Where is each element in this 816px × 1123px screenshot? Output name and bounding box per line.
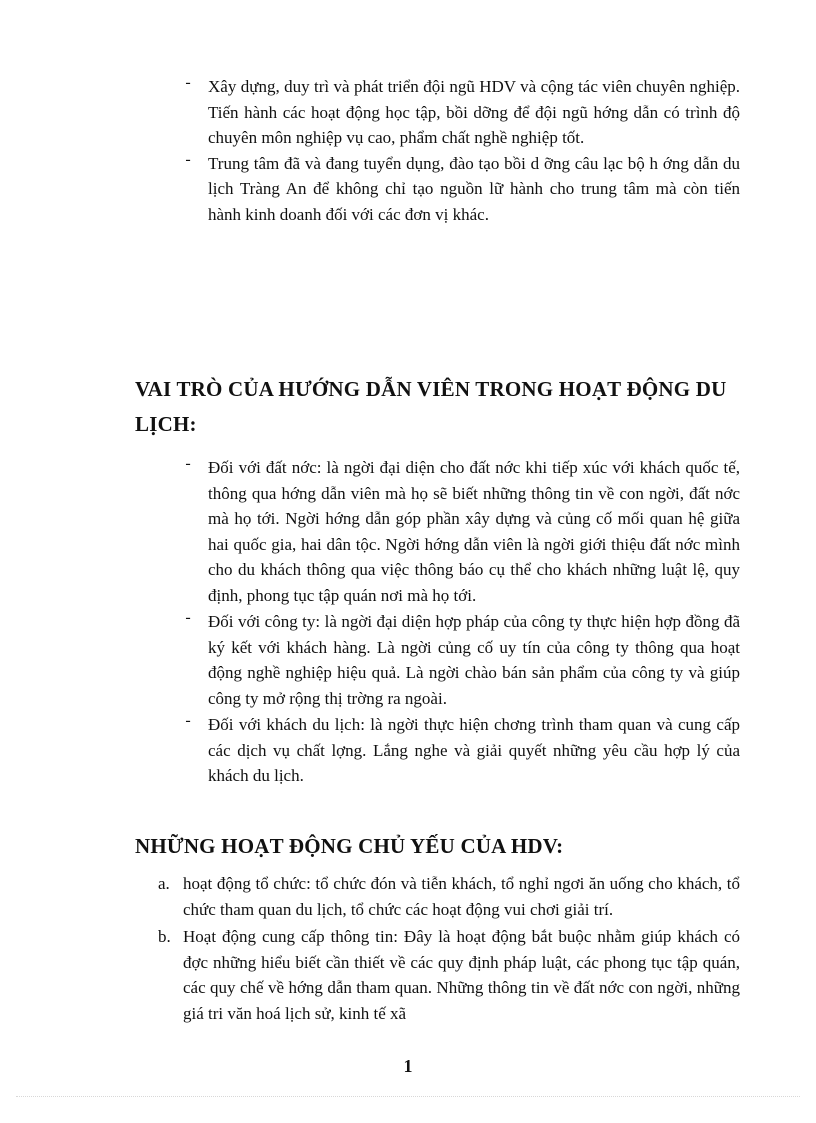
letter-marker: a. bbox=[158, 874, 170, 893]
list-item bbox=[185, 712, 740, 789]
list-item bbox=[185, 609, 740, 711]
intro-bullet-list bbox=[185, 74, 740, 227]
list-item-text: Hoạt động cung cấp thông tin: Đây là hoạt động bắt buộc nhằm giúp khách có đợc những hiểu biết cần thiết về các quy định pháp luật, các phong tục tập quán, các quy chế về hớng dẫn tham quan. Những thông tin về đất nớc con ngời, những giá tri văn hoá lịch sử, kinh tế xã bbox=[183, 927, 740, 1023]
activities-lettered-list bbox=[158, 871, 740, 1028]
list-item-text: Trung tâm đã và đang tuyển dụng, đào tạo bồi d ỡng câu lạc bộ h ớng dẫn du lịch Tràng An để không chỉ tạo nguồn lữ hành cho trung tâm mà còn tiến hành kinh doanh đối với các đơn vị khác. bbox=[208, 153, 740, 224]
list-item-text: Xây dựng, duy trì và phát triển đội ngũ HDV và cộng tác viên chuyên nghiệp. Tiến hành các hoạt động học tập, bồi dỡng để đội ngũ hớng dẫn có trình độ chuyên môn nghiệp vụ cao, phẩm chất nghề nghiệp tốt. bbox=[208, 77, 740, 147]
section-heading-role: VAI TRÒ CỦA HƯỚNG DẪN VIÊN TRONG HOẠT ĐỘNG DU LỊCH: bbox=[135, 377, 727, 436]
dash-marker: - bbox=[185, 609, 191, 626]
list-item bbox=[158, 871, 740, 922]
list-item bbox=[185, 150, 740, 228]
list-item-text: Đối với khách du lịch: là ngời thực hiện chơng trình tham quan và cung cấp các dịch vụ chất lợng. Lắng nghe và giải quyết những yêu cầu hợp lý của khách du lịch. bbox=[208, 715, 740, 785]
page-number: 1 bbox=[403, 1056, 413, 1076]
section-heading-activities: NHỮNG HOẠT ĐỘNG CHỦ YẾU CỦA HDV: bbox=[135, 834, 564, 858]
list-item-text: hoạt động tổ chức: tổ chức đón và tiễn khách, tổ nghỉ ngơi ăn uống cho khách, tổ chức tham quan du lịch, tổ chức các hoạt động vui chơi giải trí. bbox=[183, 874, 740, 919]
dash-marker: - bbox=[185, 74, 191, 91]
dash-marker: - bbox=[185, 150, 191, 168]
list-item bbox=[158, 924, 740, 1026]
list-item bbox=[185, 74, 740, 151]
list-item bbox=[185, 455, 740, 608]
dash-marker: - bbox=[185, 455, 191, 472]
letter-marker: b. bbox=[158, 927, 171, 946]
page-bottom-divider bbox=[16, 1096, 800, 1097]
list-item-text: Đối với công ty: là ngời đại diện hợp pháp của công ty thực hiện hợp đồng đã ký kết với khách hàng. Là ngời củng cố uy tín của công ty thông qua hoạt động nghề nghiệp hiệu quả. Là ngời chào bán sản phẩm của công ty và giúp công ty mở rộng thị trờng ra ngoài. bbox=[208, 612, 740, 708]
role-bullet-list bbox=[185, 455, 740, 790]
list-item-text: Đối với đất nớc: là ngời đại diện cho đất nớc khi tiếp xúc với khách quốc tế, thông qua hớng dẫn viên mà họ sẽ biết những thông tin về con ngời, đất nớc mà họ tới. Ngời hớng dẫn góp phần xây dựng và củng cố mối quan hệ giữa hai quốc gia, hai dân tộc. Ngời hớng dẫn viên là ngời giới thiệu đất nớc mình cho du khách thông qua việc thông báo cụ thể cho khách những luật lệ, quy định, phong tục tập quán nơi mà họ tới. bbox=[208, 458, 740, 605]
dash-marker: - bbox=[185, 712, 191, 729]
